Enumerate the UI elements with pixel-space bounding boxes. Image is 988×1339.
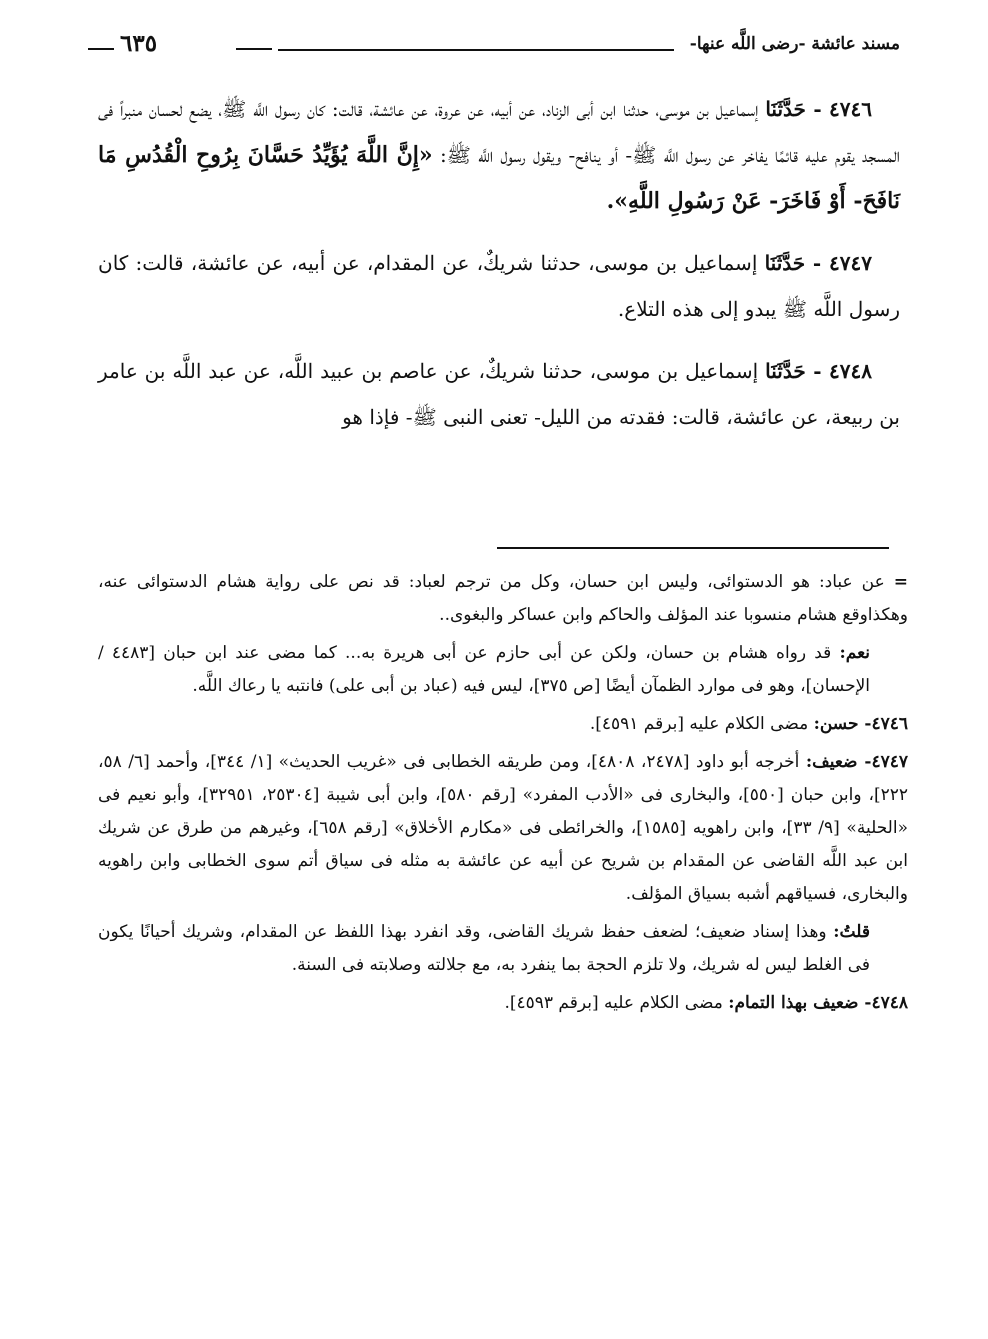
- hadith-opening: حَدَّثَنَا: [764, 251, 806, 275]
- footnote-text: قد رواه هشام بن حسان، ولكن عن أبى حازم عن أبى هريرة به... كما مضى عند ابن حبان [٤٤٨٣ / الإحسان]، وهو فى موارد الظمآن أيضًا [ص ٣٧٥]، ليس فيه (عباد بن أبى على) فانتبه يا رعاك اللَّه.: [98, 643, 870, 696]
- hadith-number: ٤٧٤٦: [829, 97, 873, 121]
- footnote-label: =: [893, 572, 909, 592]
- footnote-separator: [497, 547, 889, 549]
- footnote-text: عن عباد: هو الدستوائى، وليس ابن حسان، وكل من ترجم لعباد: قد نص على رواية هشام الدستوائى عنه، وهكذاوقع هشام منسوبا عند المؤلف والحاكم وابن عساكر والبغوى..: [98, 572, 908, 625]
- footnote-qultu: [98, 916, 908, 982]
- hadith-opening: حَدَّثَنَا: [765, 359, 806, 383]
- footnote-label: نعم:: [839, 643, 871, 663]
- footnote-4748: [98, 987, 908, 1020]
- footnote-4747: [98, 746, 908, 911]
- running-header: [88, 30, 900, 64]
- hadith-4747: ٤٧٤٧ - حَدَّثَنَا إسماعيل بن موسى، حدثنا شريكٌ، عن المقدام، عن أبيه، عن عائشة، قالت: كان رسول اللَّه ﷺ يبدو إلى هذه التلاع.: [98, 251, 900, 321]
- footnote-naam: [98, 637, 908, 703]
- footnote-label: ٤٧٤٦- حسن:: [813, 714, 908, 734]
- main-text: [98, 86, 900, 456]
- footnote-text: مضى الكلام عليه [برقم ٤٥٩١].: [589, 714, 809, 734]
- hadith-opening: حَدَّثَنَا: [765, 97, 806, 121]
- footnotes: [98, 566, 908, 1025]
- hadith-number: ٤٧٤٨: [829, 359, 872, 383]
- footnote-label: ٤٧٤٧- ضعيف:: [805, 752, 909, 772]
- hadith-text: إسماعيل بن موسى، حدثنا شريكٌ، عن المقدام، عن أبيه، عن عائشة، قالت: كان رسول اللَّه ﷺ يبدو إلى هذه التلاع.: [98, 251, 900, 321]
- hadith-4746: ٤٧٤٦ - حَدَّثَنَا إسماعيل بن موسى، حدثنا ابن أبى الزناد، عن أبيه، عن عروة، عن عائشة، قالت: كان رسول اللَّه ﷺ، يضع لحسان منبراً فى المسجد يقوم عليه قائمًا يفاخر عن رسول اللَّه ﷺ- أو ينافح- ويقول رسول اللَّه ﷺ: «إِنَّ اللَّهَ يُؤَيِّدُ حَسَّانَ بِرُوحِ الْقُدُسِ مَا نَافَحَ- أَوْ فَاخَرَ- عَنْ رَسُولِ اللَّهِ».: [98, 97, 900, 214]
- footnote-4746: [98, 708, 908, 741]
- page-number: ٦٣٥: [120, 30, 158, 57]
- header-title: مسند عائشة -رضى اللَّه عنها-: [689, 34, 900, 54]
- header-dash: [88, 48, 114, 50]
- hadith-number: ٤٧٤٧: [829, 251, 872, 275]
- footnote-text: أخرجه أبو داود [٢٤٧٨، ٤٨٠٨]، ومن طريقه الخطابى فى «غريب الحديث» [١/ ٣٤٤]، وأحمد [٦/ ٥٨، ٢٢٢]، وابن حبان [٥٥٠]، والبخارى فى «الأدب المفرد» [رقم ٥٨٠]، وابن أبى شيبة [٢٥٣٠٤، ٣٢٩٥١]، وأبو نعيم فى «الحلية» [٩/ ٣٣]، وابن راهويه [١٥٨٥]، والخرائطى فى «مكارم الأخلاق» [رقم ٦٥٨]، وغيرهم من طرق عن شريك ابن عبد اللَّه القاضى عن المقدام بن شريح عن أبيه عن عائشة به مثله فى سياق أتم سوى الخطابى وابن راهويه والبخارى، فسياقهم أشبه بسياق المؤلف.: [98, 752, 909, 904]
- footnote-text: مضى الكلام عليه [برقم ٤٥٩٣].: [504, 993, 723, 1013]
- footnote-label: قلتُ:: [833, 922, 871, 942]
- hadith-4748: ٤٧٤٨ - حَدَّثَنَا إسماعيل بن موسى، حدثنا شريكٌ، عن عاصم بن عبيد اللَّه، عن عبد اللَّه بن عامر بن ربيعة، عن عائشة، قالت: فقدته من الليل- تعنى النبى ﷺ- فإذا هو: [98, 359, 900, 429]
- header-dash: [236, 48, 272, 50]
- hadith-quote: «إِنَّ اللَّهَ يُؤَيِّدُ حَسَّانَ بِرُوحِ الْقُدُسِ مَا نَافَحَ- أَوْ فَاخَرَ- عَنْ رَسُولِ اللَّهِ».: [98, 142, 900, 214]
- footnote-label: ٤٧٤٨- ضعيف بهذا التمام:: [728, 993, 908, 1013]
- footnote-continued: [98, 566, 908, 632]
- footnote-text: وهذا إسناد ضعيف؛ لضعف حفظ شريك القاضى، وقد انفرد بهذا اللفظ عن المقدام، وشريك أحيانًا يكون فى الغلط ليس له شريك، ولا تلزم الحجة بما ينفرد به، مع جلالته وصلابته فى السنة.: [98, 922, 870, 975]
- hadith-text: إسماعيل بن موسى، حدثنا شريكٌ، عن عاصم بن عبيد اللَّه، عن عبد اللَّه بن عامر بن ربيعة، عن عائشة، قالت: فقدته من الليل- تعنى النبى ﷺ- فإذا هو: [98, 359, 900, 429]
- hadith-text: إسماعيل بن موسى، حدثنا ابن أبى الزناد، عن أبيه، عن عروة، عن عائشة، قالت: كان رسول اللَّه ﷺ، يضع لحسان منبراً فى المسجد يقوم عليه قائمًا يفاخر عن رسول اللَّه ﷺ- أو ينافح- ويقول رسول اللَّه ﷺ:: [98, 97, 900, 167]
- header-rule: [278, 49, 674, 51]
